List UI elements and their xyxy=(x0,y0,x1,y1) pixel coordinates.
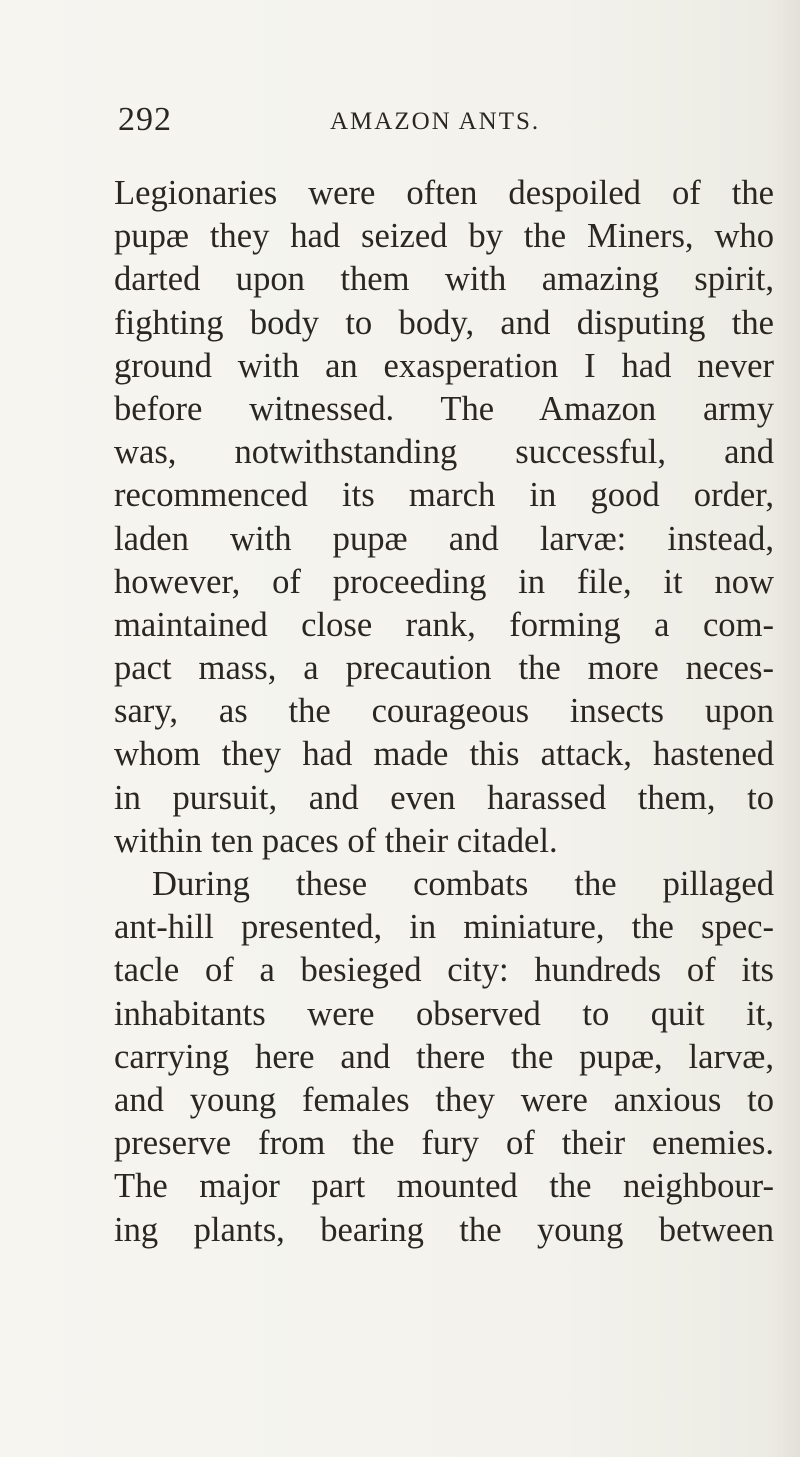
text-line: inhabitants were observed to quit it, xyxy=(114,994,774,1033)
text-line: laden with pupæ and larvæ: instead, xyxy=(114,519,774,558)
text-line: sary, as the courageous insects upon xyxy=(114,692,774,731)
text-line: pupæ they had seized by the Miners, who xyxy=(114,217,774,256)
body-text xyxy=(114,172,774,1252)
text-line: before witnessed. The Amazon army xyxy=(114,389,774,428)
text-line: whom they had made this attack, hastened xyxy=(114,735,774,774)
text-line: Legionaries were often despoiled of the xyxy=(114,174,774,212)
text-line: fighting body to body, and disputing the xyxy=(114,303,774,342)
text-line: darted upon them with amazing spirit, xyxy=(114,260,774,299)
text-line: tacle of a besieged city: hundreds of its xyxy=(114,951,774,990)
text-line: in pursuit, and even harassed them, to xyxy=(114,778,774,817)
text-line: was, notwithstanding successful, and xyxy=(114,433,774,472)
text-line: pact mass, a precaution the more neces- xyxy=(114,649,774,688)
running-head xyxy=(118,100,758,140)
text-line: maintained close rank, forming a com- xyxy=(114,605,774,644)
running-title: AMAZON ANTS. xyxy=(330,108,541,135)
text-line: however, of proceeding in file, it now xyxy=(114,562,774,601)
paragraph-start-line: During these combats the pillaged xyxy=(152,865,774,903)
text-line: preserve from the fury of their enemies. xyxy=(114,1124,774,1163)
text-line: carrying here and there the pupæ, larvæ, xyxy=(114,1037,774,1076)
text-line: recommenced its march in good order, xyxy=(114,476,774,515)
page-number: 292 xyxy=(118,101,172,138)
text-line: within ten paces of their citadel. xyxy=(114,821,558,860)
text-line: ing plants, bearing the young between xyxy=(114,1210,774,1249)
text-line: ground with an exasperation I had never xyxy=(114,346,774,385)
text-line: ant-hill presented, in miniature, the spec- xyxy=(114,908,774,947)
text-line: The major part mounted the neighbour- xyxy=(114,1167,774,1206)
text-line: and young females they were anxious to xyxy=(114,1080,774,1119)
